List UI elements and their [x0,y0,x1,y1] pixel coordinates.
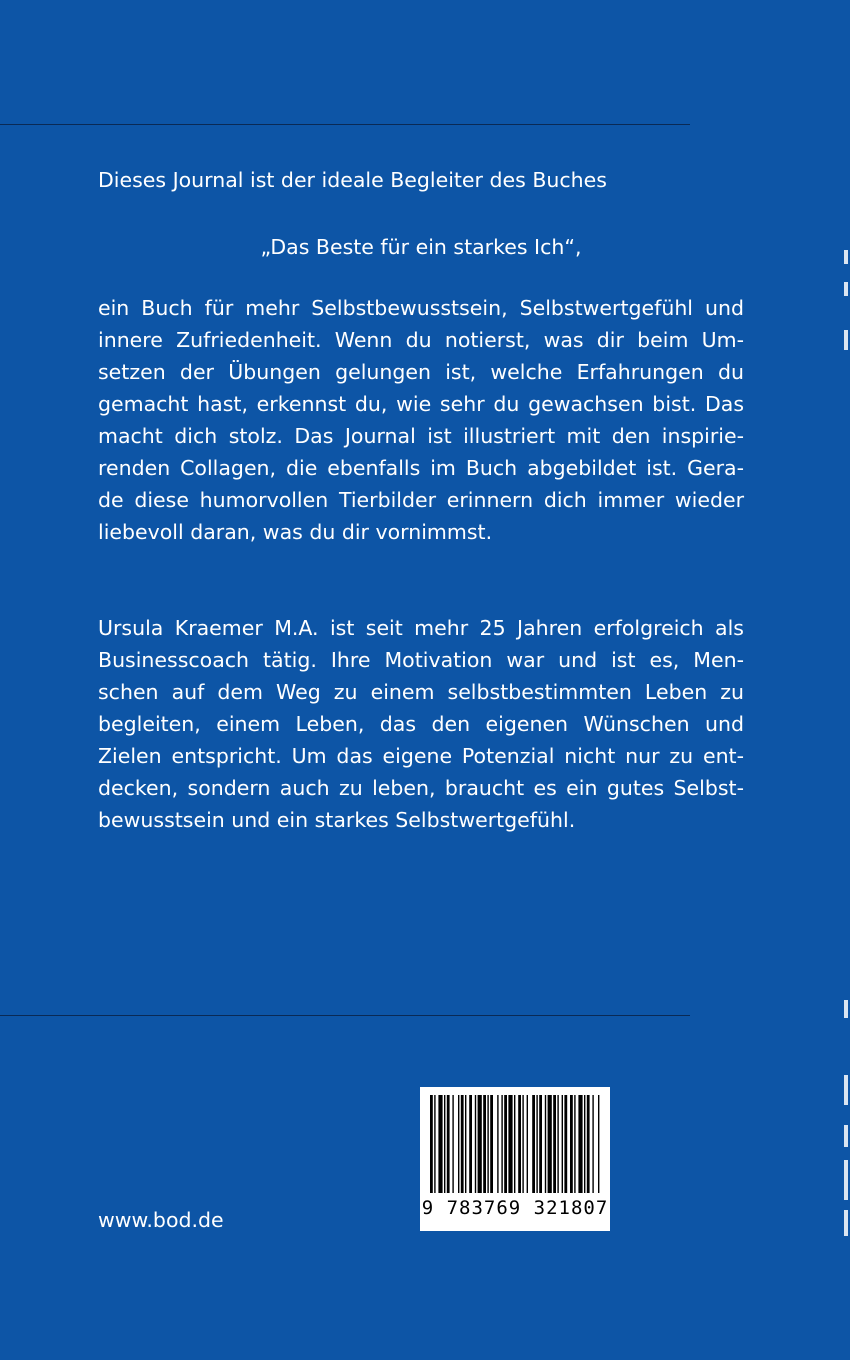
author-line: begleiten, einem Leben, das den eigenen Wünschen und [98,712,744,736]
barcode-bar [578,1095,582,1193]
barcode-bar [430,1095,433,1193]
isbn-barcode [420,1087,610,1231]
barcode-bar [570,1095,573,1193]
spine-letter [844,1000,848,1018]
spine-letter [844,250,848,264]
spine-letter [844,1075,848,1105]
barcode-bar [490,1095,493,1193]
publisher-url: www.bod.de [98,1208,224,1232]
barcode-bar [584,1095,585,1193]
barcode-bar [536,1095,537,1193]
barcode-bar [557,1095,558,1193]
barcode-bar [545,1095,546,1193]
description-line: setzen der Übungen gelungen ist, welche Erfahrungen du [98,360,744,384]
barcode-bar [539,1095,542,1193]
author-line: Zielen entspricht. Um das eigene Potenzial nicht nur zu ent- [98,744,744,768]
book-title-quote: „Das Beste für ein starkes Ich“, [260,235,582,259]
description-line: gemacht hast, erkennst du, wie sehr du gewachsen bist. Das [98,392,744,416]
barcode-bar [447,1095,450,1193]
barcode-bar [438,1095,442,1193]
author-paragraph [98,612,744,836]
barcode-bar [532,1095,535,1193]
description-line: de diese humorvollen Tierbilder erinnern dich immer wieder [98,488,744,512]
author-line: schen auf dem Weg zu einem selbstbestimmten Leben zu [98,680,744,704]
spine-letter [844,1160,848,1200]
description-paragraph [98,292,744,548]
bottom-divider [0,1015,690,1016]
description-line: ein Buch für mehr Selbstbewusstsein, Selbstwertgefühl und [98,296,744,320]
barcode-bar [444,1095,445,1193]
description-line: liebevoll daran, was du dir vornimmst. [98,520,493,544]
barcode-bar [562,1095,563,1193]
author-line: bewusstsein und ein starkes Selbstwertgefühl. [98,808,576,832]
barcode-bar [564,1095,567,1193]
barcode-bar [469,1095,472,1193]
barcode-bar [465,1095,466,1193]
description-line: renden Collagen, die ebenfalls im Buch abgebildet ist. Gera- [98,456,744,480]
barcode-bar [598,1095,599,1193]
author-line: decken, sondern auch zu leben, braucht es ein gutes Selbst- [98,776,744,800]
isbn-number: 9 783769 321807 [421,1197,609,1219]
spine-letter [844,282,848,296]
barcode-bar [452,1095,453,1193]
barcode-bar [458,1095,459,1193]
barcode-bar [478,1095,482,1193]
barcode-bar [527,1095,528,1193]
barcode-bar [522,1095,523,1193]
intro-text: Dieses Journal ist der ideale Begleiter des Buches [98,168,607,192]
barcode-bar [553,1095,556,1193]
spine-letter [844,1210,848,1236]
spine-edge [836,0,850,1360]
barcode-bar [487,1095,488,1193]
barcode-bar [483,1095,486,1193]
description-line: innere Zufriedenheit. Wenn du notierst, was dir beim Um- [98,328,744,352]
barcode-bar [587,1095,590,1193]
barcode-bar [548,1095,552,1193]
barcode-bar [514,1095,515,1193]
barcode-bar [461,1095,464,1193]
barcode-bar [504,1095,507,1193]
description-line: macht dich stolz. Das Journal ist illustriert mit den inspirie- [98,424,744,448]
barcode-bar [592,1095,593,1193]
barcode-bar [475,1095,476,1193]
barcode-bar [574,1095,575,1193]
barcode-bar [508,1095,512,1193]
barcode-bar [501,1095,502,1193]
author-line: Ursula Kraemer M.A. ist seit mehr 25 Jahren erfolgreich als [98,616,744,640]
barcode-bar [518,1095,521,1193]
barcode-bar [434,1095,435,1193]
author-line: Businesscoach tätig. Ihre Motivation war und ist es, Men- [98,648,744,672]
top-divider [0,124,690,125]
spine-letter [844,1125,848,1147]
barcode-bar [497,1095,498,1193]
spine-letter [844,330,848,350]
